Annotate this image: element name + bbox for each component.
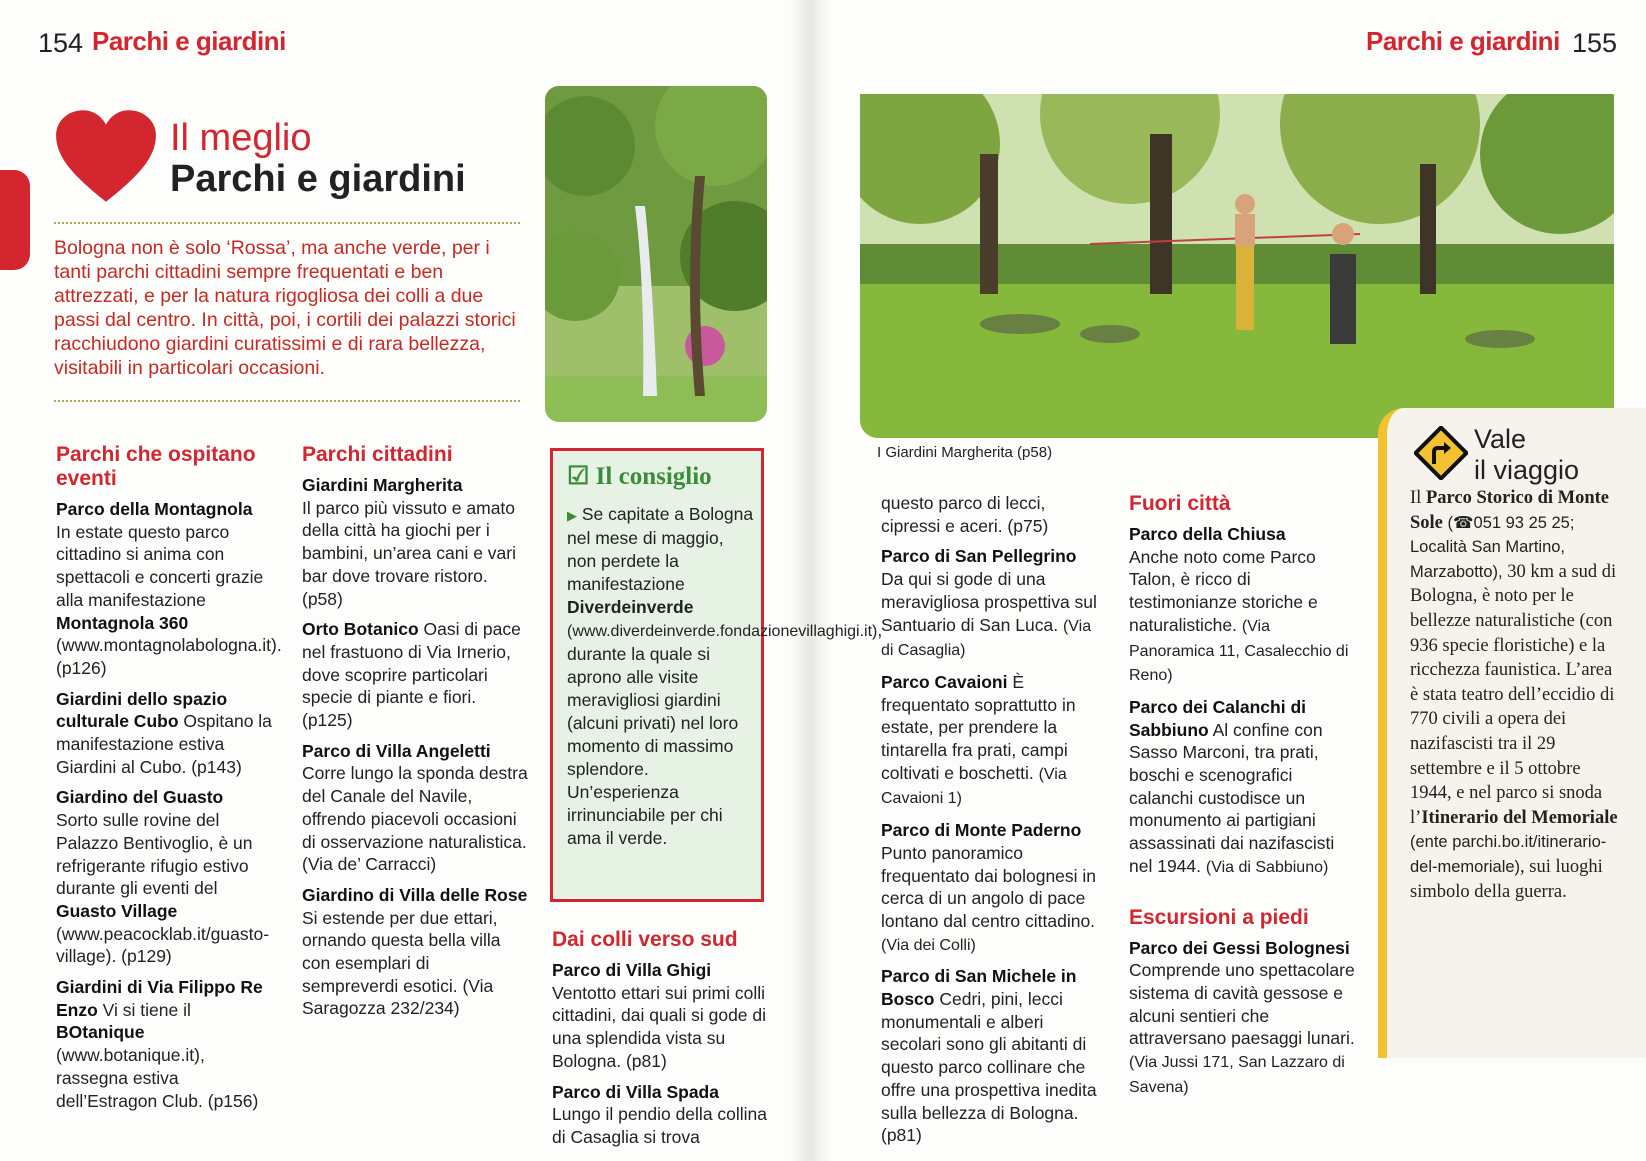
- photo-caption: I Giardini Margherita (p58): [877, 444, 1053, 461]
- entry-montagnola: Parco della Montagnola In estate questo parco cittadino si anima con spettacoli e concerti grazie alla manifestazione Montagnola 360 (www.montagnolabologna.it). (p126): [56, 499, 282, 678]
- checkbox-icon: ☑: [567, 463, 590, 490]
- entry-villa-angeletti: Parco di Villa Angeletti Corre lungo la sponda destra del Canale del Navile, offrendo piacevoli occasioni di osservazione naturalistica. (Via de’ Carracci): [302, 740, 528, 875]
- entry-cavaioni: Parco Cavaioni È frequentato soprattutto in estate, per prendere la tintarella fra prati, campi coltivati e boschetti. (Via Cavaioni 1): [881, 671, 1076, 808]
- column-hills: [552, 928, 774, 1157]
- entry-re-enzo: Giardini di Via Filippo Re Enzo Vi si tiene il BOtanique (www.botanique.it), rassegna estiva dell’Estragon Club. (p156): [56, 977, 263, 1111]
- worth-the-trip-text: Il Parco Storico di Monte Sole (☎051 93 25 25; Località San Martino, Marzabotto), 30 km a sud di Bologna, è noto per le bellezze naturalistiche (con 936 specie floristiche) e la ricchezza faunistica. L’area è stata teatro dell’eccidio di 770 civili a opera dei nazifascisti tra il 29 settembre e il 5 ottobre 1944, e nel parco si snoda l’Itinerario del Memoriale (ente parchi.bo.it/itinerario-del-memoriale), sui luoghi simbolo della guerra.: [1410, 488, 1618, 902]
- entry-san-michele: Parco di San Michele in Bosco Cedri, pini, lecci monumentali e alberi secolari sono gli abitanti di questo parco collinare che offre una prospettiva inedita sulla bellezza di Bologna. (p81): [881, 966, 1097, 1146]
- tip-box: [550, 448, 883, 902]
- entry-villa-rose: Giardino di Villa delle Rose Si estende per due ettari, ornando questa bella villa con esemplari di sempreverdi esotici. (Via Saragozza 232/234): [302, 884, 528, 1019]
- park-tree-photo: [545, 86, 767, 422]
- right-running-title: Parchi e giardini: [1366, 26, 1560, 56]
- road-sign-icon: [1414, 426, 1468, 480]
- book-gutter: [790, 0, 830, 1161]
- heading-light: Il meglio: [170, 117, 312, 159]
- column-city-parks: [302, 443, 528, 1028]
- column-outside-city: [1129, 492, 1355, 1107]
- tip-heading: ☑ Il consiglio: [567, 463, 712, 490]
- giardini-margherita-photo: [860, 94, 1614, 438]
- worth-the-trip-heading: Vale il viaggio: [1474, 424, 1580, 485]
- section-heading-hills: Dai colli verso sud: [552, 928, 738, 951]
- entry-cubo: Giardini dello spazio culturale Cubo Ospitano la manifestazione estiva Giardini al Cubo. (p143): [56, 688, 272, 777]
- entry-chiusa: Parco della Chiusa Anche noto come Parco Talon, è ricco di testimonianze storiche e naturalistiche. (Via Panoramica 11, Casalecchio di Reno): [1129, 524, 1349, 685]
- left-running-title: Parchi e giardini: [92, 26, 286, 56]
- entry-villa-ghigi: Parco di Villa Ghigi Ventotto ettari sui primi colli cittadini, dai quali si gode di una splendida vista su Bologna. (p81): [552, 960, 767, 1071]
- entry-gessi: Parco dei Gessi Bolognesi Comprende uno spettacolare sistema di cavità gessose e alcuni sentieri che attraversano paesaggi lunari. (Via Jussi 171, San Lazzaro di Savena): [1129, 937, 1355, 1096]
- entry-san-pellegrino: Parco di San Pellegrino Da qui si gode di una meravigliosa prospettiva sul Santuario di San Luca. (Via di Casaglia): [881, 546, 1097, 660]
- entry-orto-botanico: Orto Botanico Oasi di pace nel frastuono di Via Irnerio, dove scoprire particolari specie di piante e fiori. (p125): [302, 619, 521, 731]
- column-continued: [881, 492, 1107, 1155]
- column-events: [56, 443, 281, 1120]
- intro-divider-bottom: [54, 400, 520, 402]
- red-page-tab: [0, 170, 30, 270]
- entry-villa-spada-continued: questo parco di lecci, cipressi e aceri. (p75): [881, 493, 1049, 536]
- section-heading-events: Parchi che ospitano eventi: [56, 443, 256, 490]
- intro-divider-top: [54, 222, 520, 224]
- tip-text: ▶ Se capitate a Bologna nel mese di maggio, non perdete la manifestazione Diverdeinverde (www.diverdeinverde.fondazionevillaghigi.it), durante la quale si aprono alle visite meravigliosi giardini (alcuni privati) nel loro momento di massimo splendore. Un’esperienza irrinunciabile per chi ama il verde.: [567, 504, 883, 848]
- entry-margherita: Giardini Margherita Il parco più vissuto e amato della città ha giochi per i bambini, un’area cani e vari bar dove trovare ristoro. (p58): [302, 475, 517, 609]
- entry-guasto: Giardino del Guasto Sorto sulle rovine del Palazzo Bentivoglio, è un refrigerante rifugio estivo durante gli eventi del Guasto Village (www.peacocklab.it/guasto-village). (p129): [56, 787, 270, 967]
- left-page-number: 154: [38, 28, 84, 58]
- arrow-icon: ▶: [567, 508, 577, 523]
- intro-text: Bologna non è solo ‘Rossa’, ma anche verde, per i tanti parchi cittadini sempre frequentati e ben attrezzati, e per la natura rigogliosa dei colli a due passi dal centro. In città, poi, i cortili dei palazzi storici racchiudono giardini curatissimi e di rara bellezza, visitabili in particolari occasioni.: [54, 237, 516, 379]
- section-heading-outside: Fuori città: [1129, 492, 1231, 515]
- entry-calanchi: Parco dei Calanchi di Sabbiuno Al confine con Sasso Marconi, tra prati, boschi e scenografici calanchi custodisce un monumento ai partigiani assassinati dai nazifascisti nel 1944. (Via di Sabbiuno): [1129, 696, 1335, 876]
- section-heading-city-parks: Parchi cittadini: [302, 443, 453, 466]
- entry-villa-spada: Parco di Villa Spada Lungo il pendio della collina di Casaglia si trova: [552, 1081, 768, 1147]
- section-heading-hiking: Escursioni a piedi: [1129, 905, 1309, 929]
- entry-monte-paderno: Parco di Monte Paderno Punto panoramico frequentato dai bolognesi in cerca di un angolo di pace lontano dal centro cittadino. (Via dei Colli): [881, 820, 1097, 954]
- heart-icon: [54, 108, 158, 204]
- right-page-number: 155: [1572, 28, 1618, 58]
- heading-bold: Parchi e giardini: [170, 158, 466, 200]
